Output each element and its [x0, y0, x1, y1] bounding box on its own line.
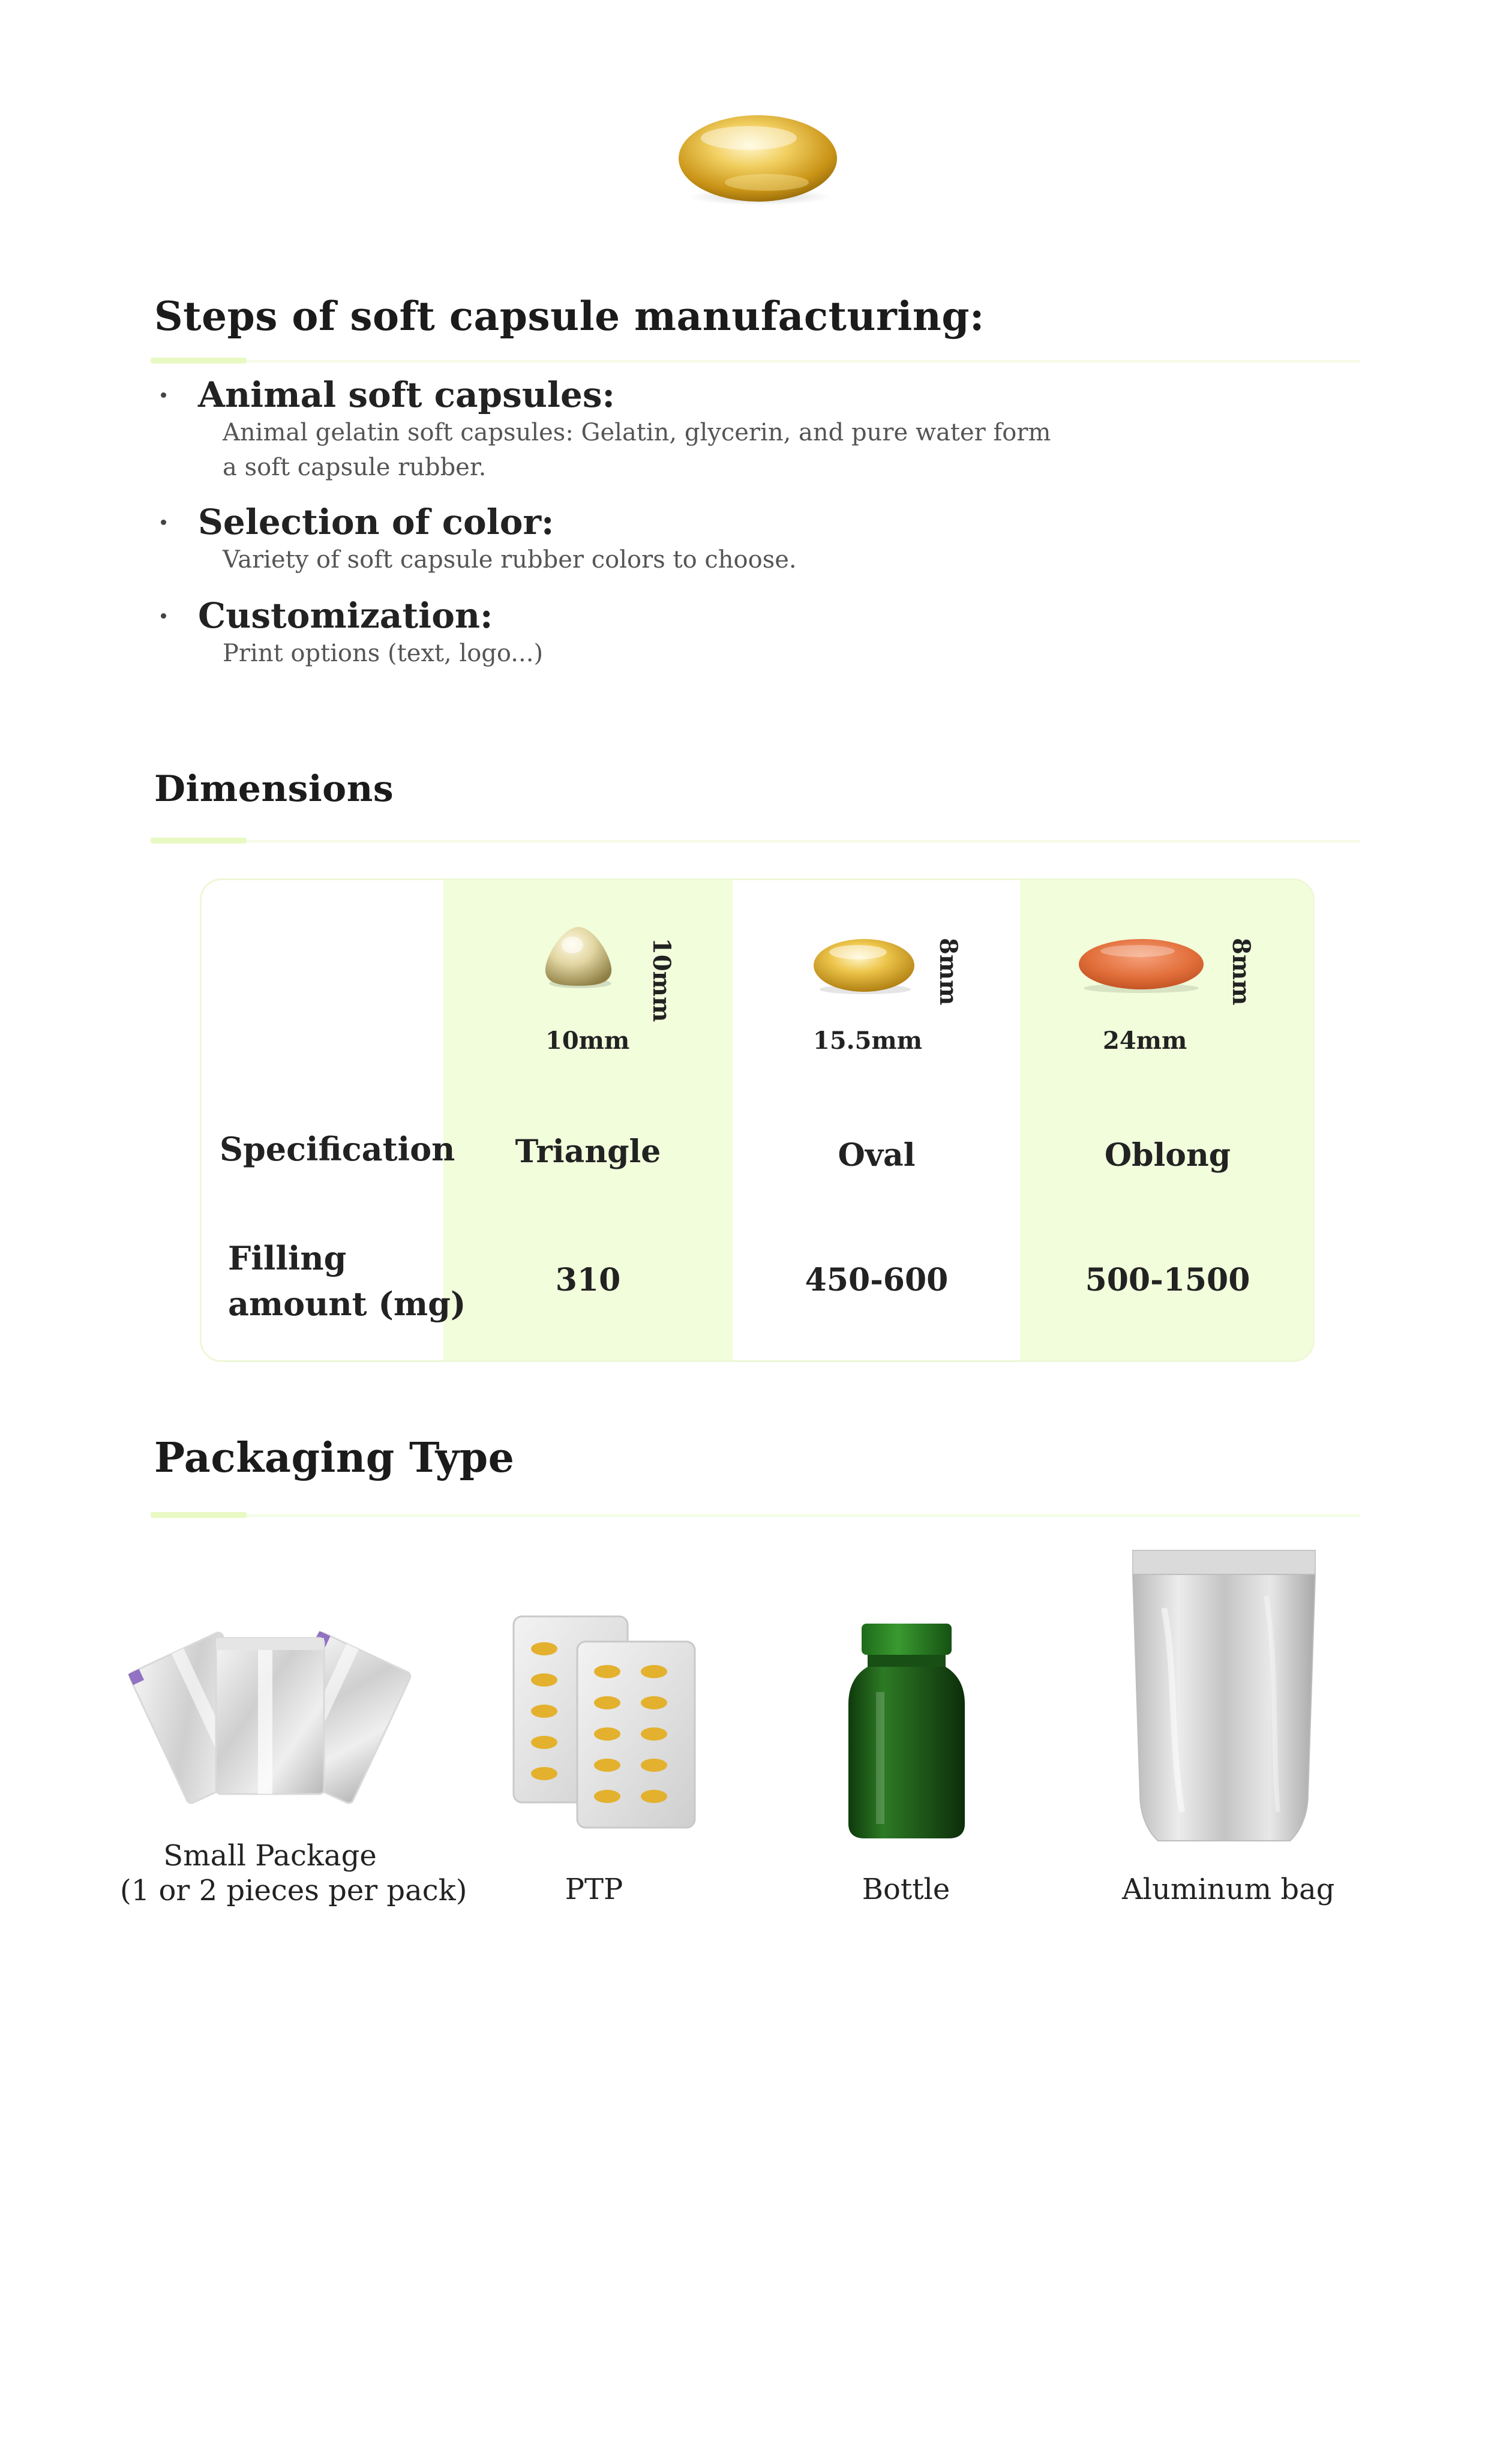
step-title: Animal soft capsules:: [198, 374, 615, 415]
small-package-label: Small Package (1 or 2 pieces per pack): [120, 1839, 467, 1907]
bottle-label: Bottle: [862, 1873, 950, 1906]
step-desc: Variety of soft capsule rubber colors to choose.: [223, 546, 797, 574]
dimensions-section-divider: [154, 840, 1360, 842]
aluminum-bag-label: Aluminum bag: [1122, 1873, 1335, 1906]
oval-width-label: 15.5mm: [813, 1027, 923, 1055]
oval-spec: Oval: [838, 1137, 916, 1174]
ptp-blister-image: [511, 1614, 697, 1830]
steps-section-divider: [154, 360, 1360, 362]
bottle-image: [846, 1620, 972, 1842]
step-title: Customization:: [198, 595, 493, 636]
oblong-spec: Oblong: [1104, 1137, 1231, 1174]
oblong-width-label: 24mm: [1103, 1027, 1187, 1055]
oblong-height-label: 8mm: [1227, 938, 1255, 1006]
steps-section-title: Steps of soft capsule manufacturing:: [154, 293, 985, 340]
oblong-capsule-image: [1078, 937, 1206, 995]
oval-height-label: 8mm: [934, 938, 962, 1006]
hero-capsule-image: [677, 112, 839, 208]
step-desc: Animal gelatin soft capsules: Gelatin, glycerin, and pure water form a soft capsule rubber.: [223, 419, 1051, 481]
step-title: Selection of color:: [198, 502, 554, 542]
filling-row-label: Filling amount (mg): [228, 1239, 466, 1323]
small-package-image: [120, 1620, 420, 1824]
oval-capsule-image: [812, 937, 918, 997]
dimensions-table: [200, 878, 1315, 1362]
triangle-height-label: 10mm: [647, 938, 676, 1022]
triangle-capsule-image: [539, 923, 617, 989]
oval-filling: 450-600: [805, 1262, 949, 1298]
triangle-spec: Triangle: [515, 1133, 661, 1170]
ptp-label: PTP: [565, 1873, 623, 1906]
packaging-section-divider: [154, 1514, 1360, 1517]
oblong-filling: 500-1500: [1085, 1262, 1250, 1298]
specification-row-label: Specification: [220, 1130, 455, 1168]
aluminum-bag-image: [1128, 1548, 1320, 1848]
step-desc: Print options (text, logo...): [223, 640, 544, 667]
packaging-section-title: Packaging Type: [154, 1434, 515, 1482]
triangle-filling: 310: [555, 1262, 621, 1298]
dimensions-section-title: Dimensions: [154, 768, 394, 810]
triangle-width-label: 10mm: [545, 1027, 630, 1055]
